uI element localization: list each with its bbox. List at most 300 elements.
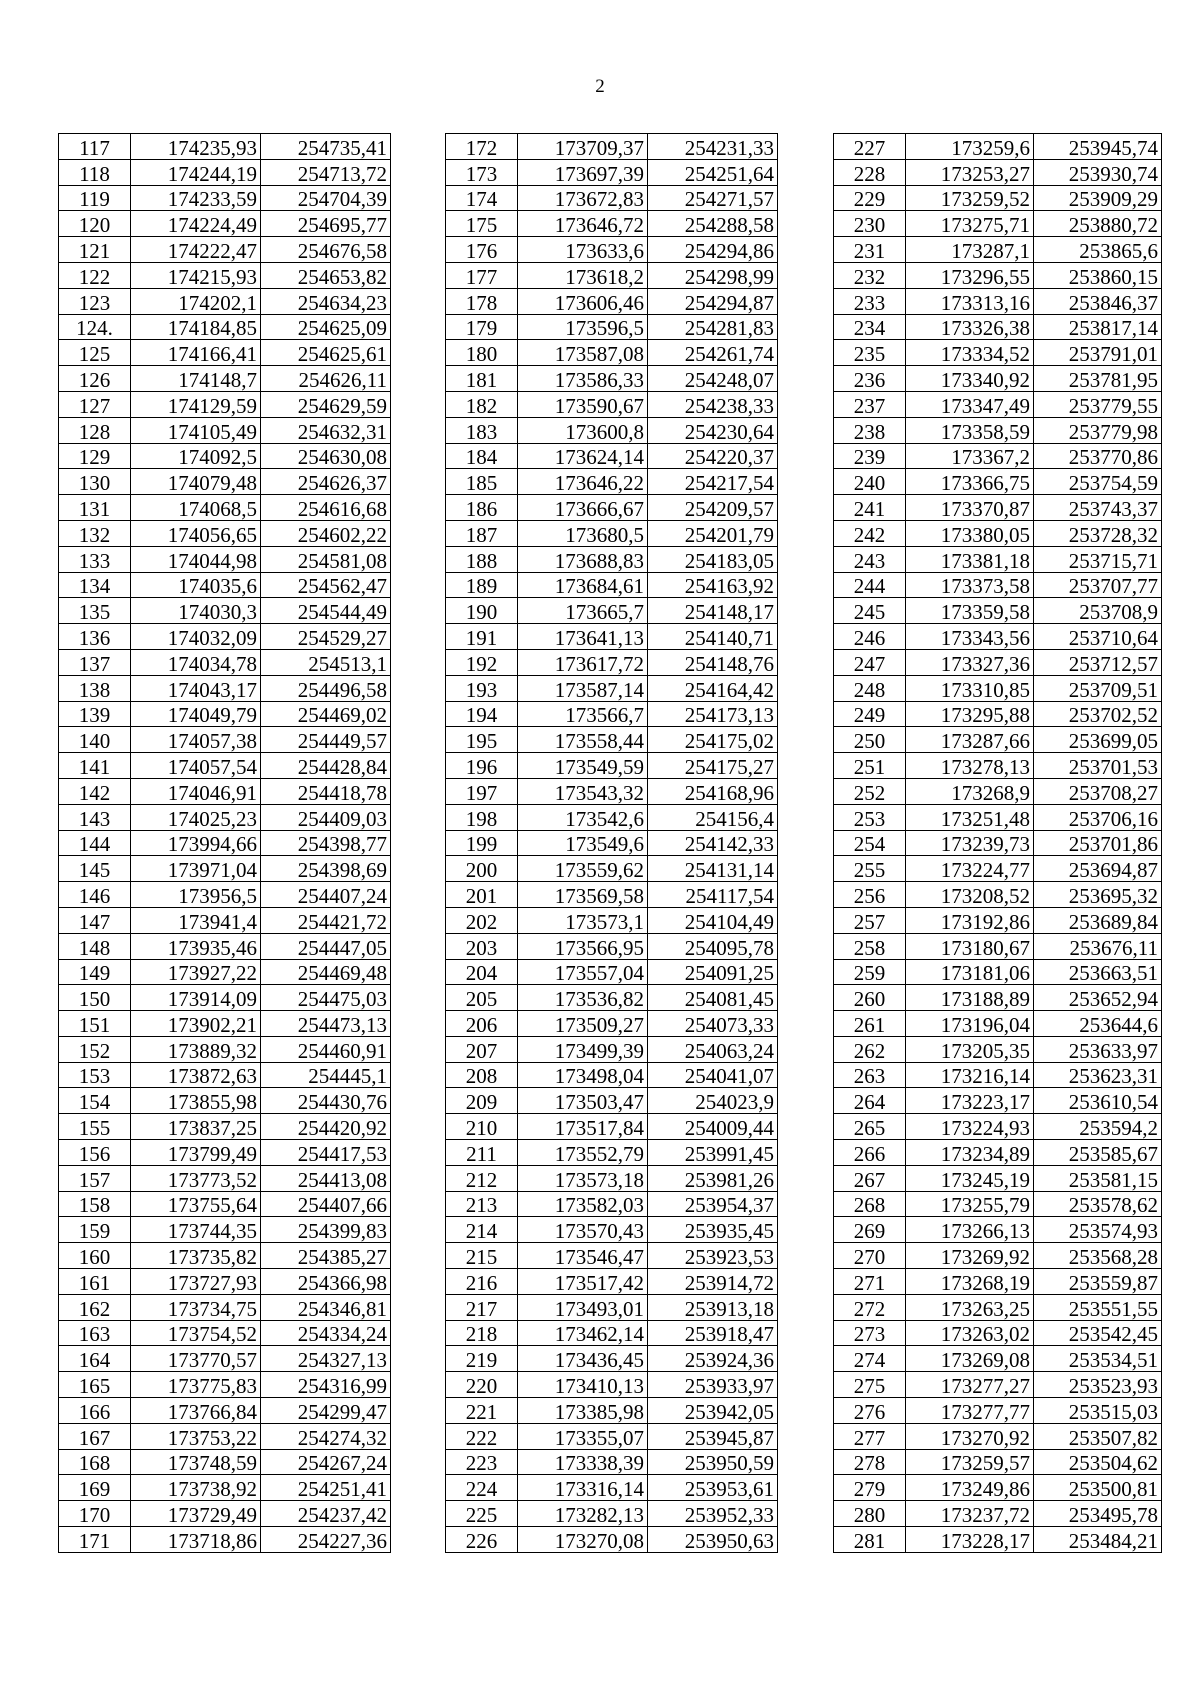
y-coordinate: 254544,49	[261, 598, 391, 624]
point-number: 198	[446, 804, 518, 830]
point-number: 257	[834, 907, 906, 933]
point-number: 184	[446, 443, 518, 469]
y-coordinate: 253945,87	[648, 1423, 778, 1449]
table-row	[446, 1527, 778, 1553]
table-row	[59, 1114, 391, 1140]
x-coordinate: 173914,09	[131, 985, 261, 1011]
y-coordinate: 253695,32	[1034, 882, 1162, 908]
point-number: 218	[446, 1320, 518, 1346]
table-row	[446, 778, 778, 804]
y-coordinate: 254299,47	[261, 1398, 391, 1424]
table-row	[834, 675, 1162, 701]
point-number: 246	[834, 624, 906, 650]
table-row	[446, 1217, 778, 1243]
table-row	[446, 237, 778, 263]
point-number: 176	[446, 237, 518, 263]
table-row	[59, 1449, 391, 1475]
y-coordinate: 253559,87	[1034, 1269, 1162, 1295]
y-coordinate: 253817,14	[1034, 314, 1162, 340]
x-coordinate: 173517,42	[518, 1269, 648, 1295]
table-row	[446, 417, 778, 443]
y-coordinate: 254142,33	[648, 830, 778, 856]
point-number: 177	[446, 262, 518, 288]
y-coordinate: 254217,54	[648, 469, 778, 495]
table-row	[59, 727, 391, 753]
y-coordinate: 254616,68	[261, 495, 391, 521]
table-row	[59, 1294, 391, 1320]
x-coordinate: 173275,71	[906, 211, 1034, 237]
point-number: 161	[59, 1269, 131, 1295]
point-number: 223	[446, 1449, 518, 1475]
table-row	[446, 1269, 778, 1295]
table-row	[59, 882, 391, 908]
x-coordinate: 173259,52	[906, 185, 1034, 211]
point-number: 138	[59, 675, 131, 701]
y-coordinate: 254041,07	[648, 1062, 778, 1088]
table-row	[59, 391, 391, 417]
point-number: 214	[446, 1217, 518, 1243]
y-coordinate: 253715,71	[1034, 546, 1162, 572]
y-coordinate: 254529,27	[261, 624, 391, 650]
y-coordinate: 254073,33	[648, 1011, 778, 1037]
point-number: 220	[446, 1372, 518, 1398]
table-row	[446, 598, 778, 624]
y-coordinate: 253644,6	[1034, 1011, 1162, 1037]
point-number: 165	[59, 1372, 131, 1398]
y-coordinate: 253663,51	[1034, 959, 1162, 985]
point-number: 145	[59, 856, 131, 882]
table-row	[59, 933, 391, 959]
x-coordinate: 173517,84	[518, 1114, 648, 1140]
x-coordinate: 173326,38	[906, 314, 1034, 340]
x-coordinate: 173552,79	[518, 1140, 648, 1166]
point-number: 280	[834, 1501, 906, 1527]
table-row	[446, 1165, 778, 1191]
point-number: 213	[446, 1191, 518, 1217]
y-coordinate: 254430,76	[261, 1088, 391, 1114]
table-row	[834, 1294, 1162, 1320]
y-coordinate: 254634,23	[261, 288, 391, 314]
point-number: 234	[834, 314, 906, 340]
x-coordinate: 173410,13	[518, 1372, 648, 1398]
y-coordinate: 254104,49	[648, 907, 778, 933]
point-number: 217	[446, 1294, 518, 1320]
table-row	[59, 1036, 391, 1062]
y-coordinate: 254294,86	[648, 237, 778, 263]
y-coordinate: 253779,55	[1034, 391, 1162, 417]
x-coordinate: 173566,95	[518, 933, 648, 959]
point-number: 254	[834, 830, 906, 856]
x-coordinate: 173697,39	[518, 159, 648, 185]
table-row	[59, 1501, 391, 1527]
table-row	[59, 753, 391, 779]
table-row	[446, 391, 778, 417]
y-coordinate: 253952,33	[648, 1501, 778, 1527]
y-coordinate: 254248,07	[648, 366, 778, 392]
y-coordinate: 253500,81	[1034, 1475, 1162, 1501]
point-number: 137	[59, 649, 131, 675]
table-row	[834, 134, 1162, 160]
table-row	[834, 1243, 1162, 1269]
point-number: 158	[59, 1191, 131, 1217]
y-coordinate: 254653,82	[261, 262, 391, 288]
table-row	[446, 185, 778, 211]
y-coordinate: 254409,03	[261, 804, 391, 830]
table-row	[446, 443, 778, 469]
point-number: 154	[59, 1088, 131, 1114]
point-number: 224	[446, 1475, 518, 1501]
table-row	[59, 1011, 391, 1037]
point-number: 268	[834, 1191, 906, 1217]
y-coordinate: 254385,27	[261, 1243, 391, 1269]
y-coordinate: 253694,87	[1034, 856, 1162, 882]
x-coordinate: 173587,14	[518, 675, 648, 701]
table-row	[446, 469, 778, 495]
point-number: 148	[59, 933, 131, 959]
point-number: 144	[59, 830, 131, 856]
table-row	[446, 1501, 778, 1527]
point-number: 186	[446, 495, 518, 521]
point-number: 242	[834, 520, 906, 546]
point-number: 277	[834, 1423, 906, 1449]
table-row	[834, 469, 1162, 495]
point-number: 272	[834, 1294, 906, 1320]
x-coordinate: 173927,22	[131, 959, 261, 985]
x-coordinate: 173755,64	[131, 1191, 261, 1217]
y-coordinate: 254581,08	[261, 546, 391, 572]
point-number: 175	[446, 211, 518, 237]
x-coordinate: 173941,4	[131, 907, 261, 933]
table-row	[834, 1165, 1162, 1191]
y-coordinate: 254407,66	[261, 1191, 391, 1217]
point-number: 227	[834, 134, 906, 160]
point-number: 171	[59, 1527, 131, 1553]
x-coordinate: 173462,14	[518, 1320, 648, 1346]
table-row	[446, 856, 778, 882]
point-number: 180	[446, 340, 518, 366]
x-coordinate: 173596,5	[518, 314, 648, 340]
table-row	[59, 830, 391, 856]
y-coordinate: 253981,26	[648, 1165, 778, 1191]
y-coordinate: 253950,63	[648, 1527, 778, 1553]
point-number: 228	[834, 159, 906, 185]
table-row	[834, 288, 1162, 314]
table-row	[834, 1011, 1162, 1037]
y-coordinate: 253701,53	[1034, 753, 1162, 779]
y-coordinate: 254449,57	[261, 727, 391, 753]
table-row	[59, 675, 391, 701]
point-number: 143	[59, 804, 131, 830]
x-coordinate: 174057,38	[131, 727, 261, 753]
point-number: 125	[59, 340, 131, 366]
x-coordinate: 173282,13	[518, 1501, 648, 1527]
point-number: 240	[834, 469, 906, 495]
x-coordinate: 173359,58	[906, 598, 1034, 624]
point-number: 195	[446, 727, 518, 753]
x-coordinate: 173624,14	[518, 443, 648, 469]
x-coordinate: 173259,6	[906, 134, 1034, 160]
point-number: 221	[446, 1398, 518, 1424]
table-row	[59, 1165, 391, 1191]
table-row	[59, 1088, 391, 1114]
y-coordinate: 253708,27	[1034, 778, 1162, 804]
x-coordinate: 173770,57	[131, 1346, 261, 1372]
point-number: 156	[59, 1140, 131, 1166]
y-coordinate: 253707,77	[1034, 572, 1162, 598]
table-row	[834, 1423, 1162, 1449]
table-row	[834, 1398, 1162, 1424]
point-number: 248	[834, 675, 906, 701]
y-coordinate: 254445,1	[261, 1062, 391, 1088]
x-coordinate: 173181,06	[906, 959, 1034, 985]
x-coordinate: 174030,3	[131, 598, 261, 624]
point-number: 130	[59, 469, 131, 495]
y-coordinate: 254261,74	[648, 340, 778, 366]
point-number: 206	[446, 1011, 518, 1037]
x-coordinate: 173680,5	[518, 520, 648, 546]
y-coordinate: 254220,37	[648, 443, 778, 469]
x-coordinate: 173543,32	[518, 778, 648, 804]
point-number: 267	[834, 1165, 906, 1191]
y-coordinate: 253781,95	[1034, 366, 1162, 392]
x-coordinate: 173224,93	[906, 1114, 1034, 1140]
x-coordinate: 173370,87	[906, 495, 1034, 521]
y-coordinate: 254428,84	[261, 753, 391, 779]
x-coordinate: 173358,59	[906, 417, 1034, 443]
point-number: 167	[59, 1423, 131, 1449]
table-row	[446, 1088, 778, 1114]
x-coordinate: 173902,21	[131, 1011, 261, 1037]
y-coordinate: 254163,92	[648, 572, 778, 598]
table-row	[834, 185, 1162, 211]
x-coordinate: 173994,66	[131, 830, 261, 856]
table-row	[834, 1475, 1162, 1501]
table-row	[59, 262, 391, 288]
coordinates-table-2	[445, 133, 778, 1553]
x-coordinate: 174034,78	[131, 649, 261, 675]
point-number: 259	[834, 959, 906, 985]
point-number: 182	[446, 391, 518, 417]
x-coordinate: 173738,92	[131, 1475, 261, 1501]
y-coordinate: 253701,86	[1034, 830, 1162, 856]
y-coordinate: 253933,97	[648, 1372, 778, 1398]
x-coordinate: 173775,83	[131, 1372, 261, 1398]
point-number: 215	[446, 1243, 518, 1269]
y-coordinate: 253880,72	[1034, 211, 1162, 237]
x-coordinate: 173855,98	[131, 1088, 261, 1114]
table-row	[446, 340, 778, 366]
table-row	[834, 1088, 1162, 1114]
table-row	[446, 1114, 778, 1140]
point-number: 151	[59, 1011, 131, 1037]
x-coordinate: 173684,61	[518, 572, 648, 598]
x-coordinate: 174092,5	[131, 443, 261, 469]
point-number: 146	[59, 882, 131, 908]
y-coordinate: 254201,79	[648, 520, 778, 546]
table-row	[59, 985, 391, 1011]
point-number: 200	[446, 856, 518, 882]
point-number: 279	[834, 1475, 906, 1501]
y-coordinate: 254148,17	[648, 598, 778, 624]
y-coordinate: 253504,62	[1034, 1449, 1162, 1475]
table-row	[834, 546, 1162, 572]
point-number: 132	[59, 520, 131, 546]
x-coordinate: 173367,2	[906, 443, 1034, 469]
y-coordinate: 253924,36	[648, 1346, 778, 1372]
point-number: 162	[59, 1294, 131, 1320]
point-number: 271	[834, 1269, 906, 1295]
y-coordinate: 254117,54	[648, 882, 778, 908]
x-coordinate: 173766,84	[131, 1398, 261, 1424]
point-number: 216	[446, 1269, 518, 1295]
x-coordinate: 173255,79	[906, 1191, 1034, 1217]
x-coordinate: 173688,83	[518, 546, 648, 572]
point-number: 263	[834, 1062, 906, 1088]
y-coordinate: 254460,91	[261, 1036, 391, 1062]
point-number: 190	[446, 598, 518, 624]
x-coordinate: 174235,93	[131, 134, 261, 160]
table-row	[834, 495, 1162, 521]
point-number: 118	[59, 159, 131, 185]
x-coordinate: 173549,59	[518, 753, 648, 779]
table-row	[446, 1449, 778, 1475]
x-coordinate: 173570,43	[518, 1217, 648, 1243]
y-coordinate: 253770,86	[1034, 443, 1162, 469]
table-row	[59, 237, 391, 263]
table-row	[834, 649, 1162, 675]
table-row	[834, 1346, 1162, 1372]
x-coordinate: 173295,88	[906, 701, 1034, 727]
table-row	[446, 1036, 778, 1062]
point-number: 275	[834, 1372, 906, 1398]
point-number: 174	[446, 185, 518, 211]
y-coordinate: 254230,64	[648, 417, 778, 443]
y-coordinate: 254023,9	[648, 1088, 778, 1114]
table-row	[834, 1269, 1162, 1295]
table-row	[59, 1243, 391, 1269]
point-number: 128	[59, 417, 131, 443]
x-coordinate: 173727,93	[131, 1269, 261, 1295]
table-row	[446, 1191, 778, 1217]
point-number: 157	[59, 1165, 131, 1191]
point-number: 233	[834, 288, 906, 314]
y-coordinate: 254227,36	[261, 1527, 391, 1553]
y-coordinate: 253914,72	[648, 1269, 778, 1295]
table-row	[59, 417, 391, 443]
x-coordinate: 173237,72	[906, 1501, 1034, 1527]
point-number: 274	[834, 1346, 906, 1372]
y-coordinate: 253594,2	[1034, 1114, 1162, 1140]
x-coordinate: 173224,77	[906, 856, 1034, 882]
x-coordinate: 174056,65	[131, 520, 261, 546]
point-number: 201	[446, 882, 518, 908]
point-number: 281	[834, 1527, 906, 1553]
table-row	[59, 366, 391, 392]
x-coordinate: 173192,86	[906, 907, 1034, 933]
x-coordinate: 174032,09	[131, 624, 261, 650]
y-coordinate: 254447,05	[261, 933, 391, 959]
y-coordinate: 254398,77	[261, 830, 391, 856]
y-coordinate: 253942,05	[648, 1398, 778, 1424]
y-coordinate: 254407,24	[261, 882, 391, 908]
table-row	[59, 1269, 391, 1295]
point-number: 203	[446, 933, 518, 959]
y-coordinate: 253551,55	[1034, 1294, 1162, 1320]
table-row	[834, 1062, 1162, 1088]
y-coordinate: 253860,15	[1034, 262, 1162, 288]
x-coordinate: 173499,39	[518, 1036, 648, 1062]
x-coordinate: 173618,2	[518, 262, 648, 288]
x-coordinate: 173569,58	[518, 882, 648, 908]
table-row	[834, 1527, 1162, 1553]
x-coordinate: 173310,85	[906, 675, 1034, 701]
point-number: 127	[59, 391, 131, 417]
y-coordinate: 253708,9	[1034, 598, 1162, 624]
point-number: 273	[834, 1320, 906, 1346]
x-coordinate: 174215,93	[131, 262, 261, 288]
y-coordinate: 254173,13	[648, 701, 778, 727]
table-row	[59, 959, 391, 985]
table-row	[59, 469, 391, 495]
point-number: 241	[834, 495, 906, 521]
y-coordinate: 253610,54	[1034, 1088, 1162, 1114]
y-coordinate: 253523,93	[1034, 1372, 1162, 1398]
y-coordinate: 254238,33	[648, 391, 778, 417]
table-row	[834, 237, 1162, 263]
y-coordinate: 253578,62	[1034, 1191, 1162, 1217]
y-coordinate: 254473,13	[261, 1011, 391, 1037]
x-coordinate: 173216,14	[906, 1062, 1034, 1088]
table-row	[59, 443, 391, 469]
y-coordinate: 254513,1	[261, 649, 391, 675]
x-coordinate: 173327,36	[906, 649, 1034, 675]
point-number: 160	[59, 1243, 131, 1269]
x-coordinate: 173268,9	[906, 778, 1034, 804]
x-coordinate: 174224,49	[131, 211, 261, 237]
table-row	[834, 262, 1162, 288]
y-coordinate: 254288,58	[648, 211, 778, 237]
y-coordinate: 254418,78	[261, 778, 391, 804]
point-number: 123	[59, 288, 131, 314]
y-coordinate: 254251,64	[648, 159, 778, 185]
point-number: 265	[834, 1114, 906, 1140]
y-coordinate: 253507,82	[1034, 1423, 1162, 1449]
table-row	[446, 727, 778, 753]
x-coordinate: 174233,59	[131, 185, 261, 211]
y-coordinate: 254274,32	[261, 1423, 391, 1449]
point-number: 253	[834, 804, 906, 830]
x-coordinate: 173266,13	[906, 1217, 1034, 1243]
x-coordinate: 173278,13	[906, 753, 1034, 779]
x-coordinate: 173338,39	[518, 1449, 648, 1475]
y-coordinate: 254267,24	[261, 1449, 391, 1475]
point-number: 135	[59, 598, 131, 624]
y-coordinate: 254148,76	[648, 649, 778, 675]
y-coordinate: 254168,96	[648, 778, 778, 804]
table-row	[446, 1398, 778, 1424]
x-coordinate: 174079,48	[131, 469, 261, 495]
y-coordinate: 253754,59	[1034, 469, 1162, 495]
table-row	[446, 134, 778, 160]
y-coordinate: 254413,08	[261, 1165, 391, 1191]
table-row	[59, 546, 391, 572]
table-row	[834, 985, 1162, 1011]
table-row	[834, 366, 1162, 392]
point-number: 169	[59, 1475, 131, 1501]
point-number: 239	[834, 443, 906, 469]
point-number: 278	[834, 1449, 906, 1475]
x-coordinate: 173313,16	[906, 288, 1034, 314]
